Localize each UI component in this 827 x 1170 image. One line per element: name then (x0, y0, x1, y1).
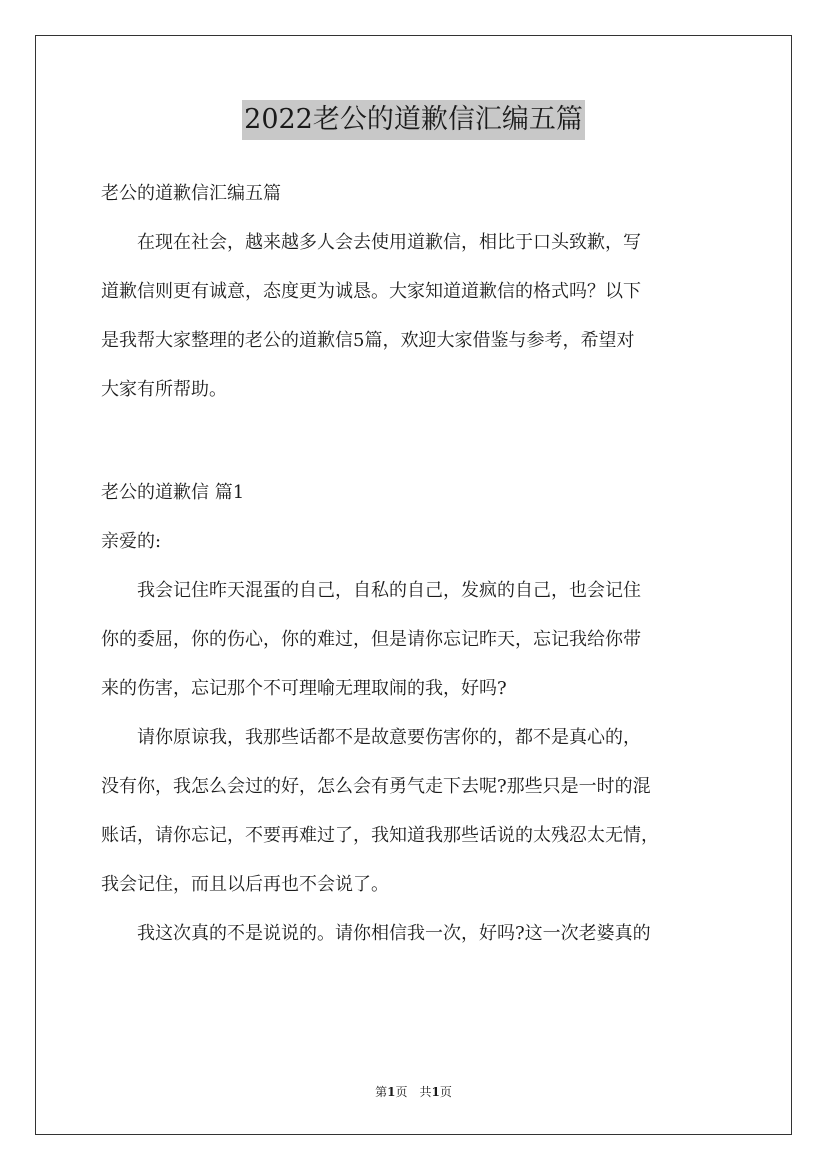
spacer (101, 805, 726, 818)
spacer (101, 511, 726, 524)
spacer (101, 707, 726, 720)
intro-line: 是我帮大家整理的老公的道歉信5篇，欢迎大家借鉴与参考，希望对 (101, 330, 635, 351)
page-footer (0, 1083, 827, 1101)
salutation: 亲爱的: (101, 531, 162, 552)
spacer (101, 756, 726, 769)
paragraph-line: 来的伤害，忘记那个不可理喻无理取闹的我，好吗? (101, 678, 507, 699)
paragraph-line: 我会记住，而且以后再也不会说了。 (101, 874, 389, 895)
paragraph-line: 账话，请你忘记，不要再难过了，我知道我那些话说的太残忍太无情， (101, 825, 659, 846)
spacer (101, 212, 726, 225)
paragraph-line: 我会记住昨天混蛋的自己，自私的自己，发疯的自己，也会记住 (101, 580, 641, 601)
paragraph-line: 没有你，我怎么会过的好，怎么会有勇气走下去呢?那些只是一时的混 (101, 776, 651, 797)
section-heading: 老公的道歉信 篇1 (101, 482, 245, 503)
document-body (101, 176, 726, 952)
intro-line: 道歉信则更有诚意，态度更为诚恳。大家知道道歉信的格式吗？以下 (101, 281, 641, 302)
spacer (101, 359, 726, 372)
spacer (101, 462, 726, 475)
spacer (101, 658, 726, 671)
footer-page-suffix: 页 共 (395, 1085, 432, 1099)
spacer (101, 609, 726, 622)
spacer (101, 261, 726, 274)
spacer (101, 310, 726, 323)
spacer (101, 903, 726, 916)
footer-total-suffix: 页 (439, 1085, 452, 1099)
footer-total-pages: 1 (431, 1085, 440, 1099)
footer-page-prefix: 第 (375, 1085, 388, 1099)
paragraph-line: 请你原谅我，我那些话都不是故意要伤害你的，都不是真心的， (101, 727, 641, 748)
paragraph-line: 我这次真的不是说说的。请你相信我一次，好吗?这一次老婆真的 (101, 923, 651, 944)
paragraph-line: 你的委屈，你的伤心，你的难过，但是请你忘记昨天，忘记我给你带 (101, 629, 641, 650)
footer-page-number: 1 (387, 1085, 396, 1099)
spacer (101, 560, 726, 573)
subtitle: 老公的道歉信汇编五篇 (101, 183, 281, 204)
title-container (0, 100, 827, 140)
spacer (101, 408, 726, 462)
document-title: 2022老公的道歉信汇编五篇 (242, 100, 585, 140)
intro-line: 大家有所帮助。 (101, 379, 227, 400)
intro-line: 在现在社会，越来越多人会去使用道歉信，相比于口头致歉，写 (101, 232, 641, 253)
spacer (101, 854, 726, 867)
